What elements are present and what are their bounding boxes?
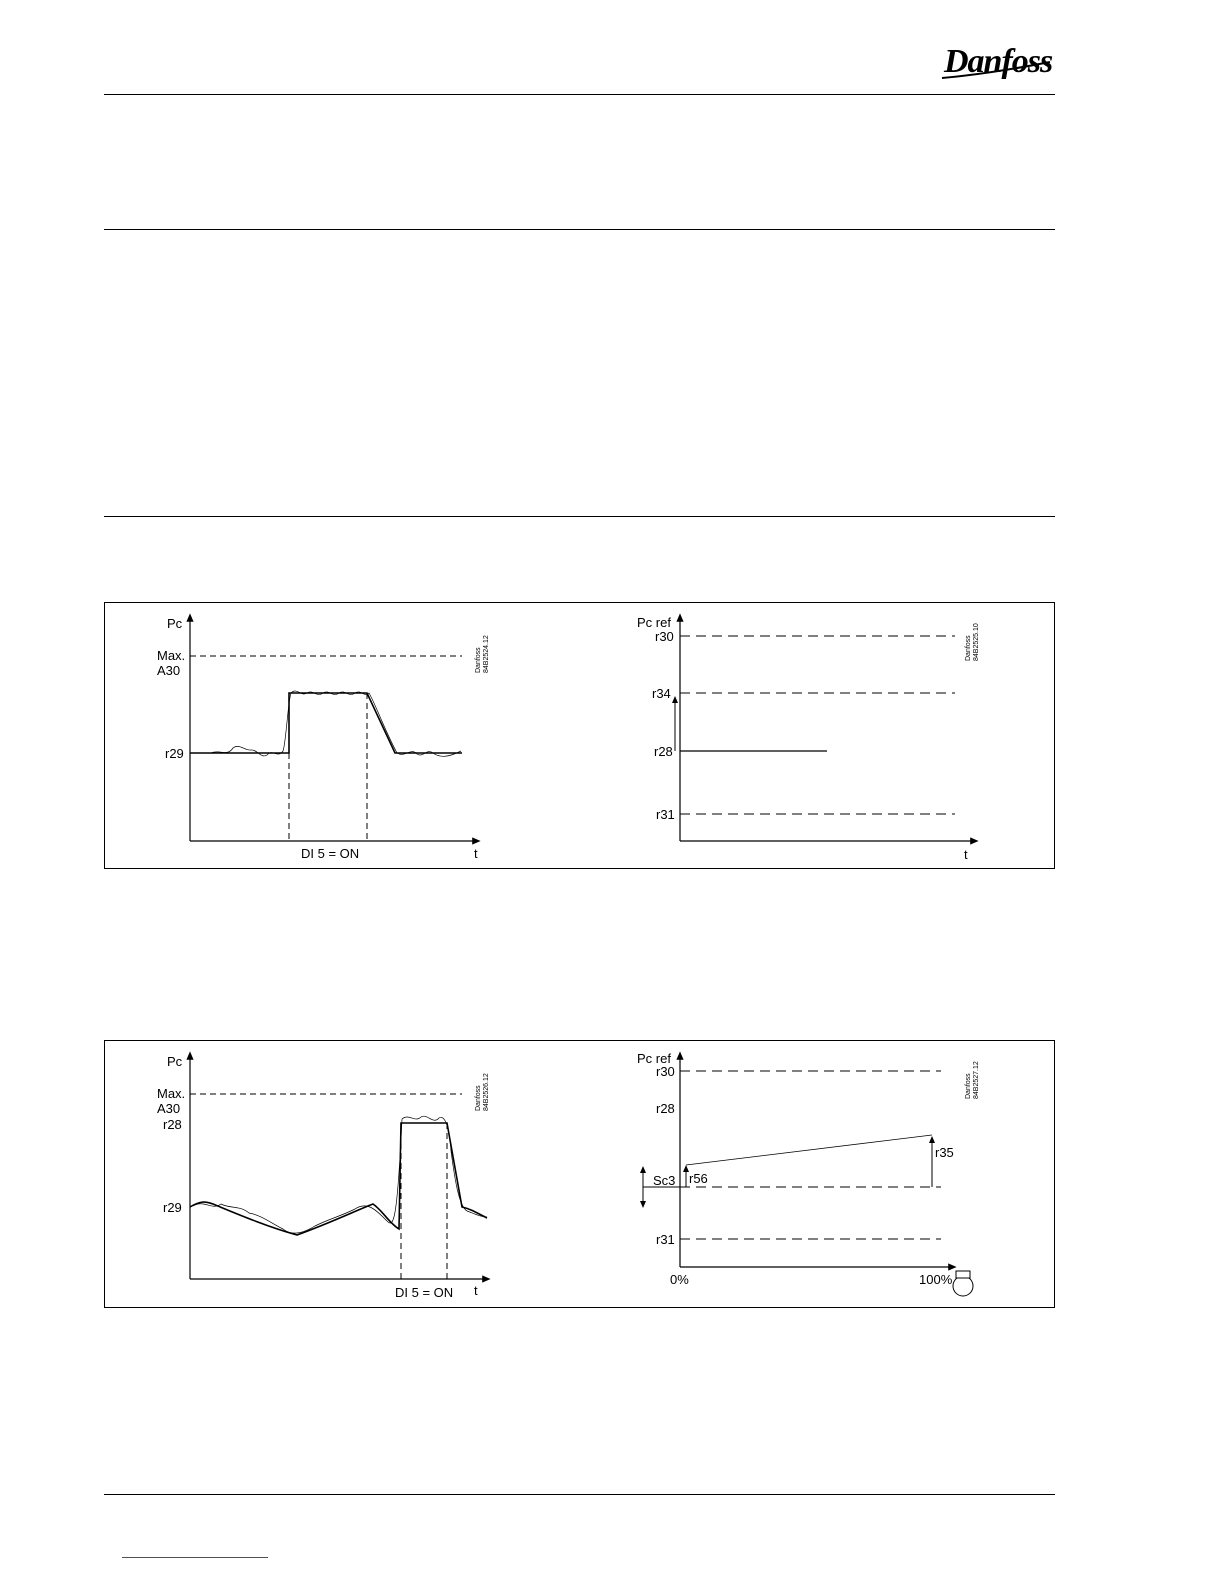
reference-curve (190, 1123, 487, 1235)
footer-rule (104, 1494, 1055, 1495)
drawing-code-1: Danfoss (965, 1073, 972, 1099)
figure-2-left-chart (157, 1054, 490, 1300)
r30-label: r30 (655, 629, 674, 644)
measured-pressure-curve (193, 1116, 487, 1233)
danfoss-logo (938, 36, 1058, 86)
max-label-2: A30 (157, 663, 181, 678)
r29-label: r29 (163, 1200, 182, 1215)
drawing-code-2: 84B2527.12 (973, 1061, 980, 1099)
compressor-icon (953, 1271, 973, 1296)
drawing-code-1: Danfoss (475, 647, 482, 673)
x-axis-label: t (474, 846, 478, 861)
drawing-code-1: Danfoss (475, 1085, 482, 1111)
r34-label: r34 (652, 686, 671, 701)
drawing-code-2: 84B2525.10 (973, 623, 980, 661)
header-rule (104, 94, 1055, 95)
max-label-1: Max. (157, 1086, 186, 1101)
figure-2-panel (104, 1040, 1055, 1308)
y-axis-label: Pc (167, 616, 183, 631)
x-end-label: 100% (919, 1272, 953, 1287)
r35-label: r35 (935, 1145, 954, 1160)
section-rule-1 (104, 229, 1055, 230)
drawing-code-1: Danfoss (965, 635, 972, 661)
event-label: DI 5 = ON (395, 1285, 454, 1300)
x-axis-label: t (964, 847, 968, 862)
max-label-2: A30 (157, 1101, 181, 1116)
r28-label: r28 (163, 1117, 182, 1132)
r29-label: r29 (165, 746, 184, 761)
figure-1-left-chart (157, 616, 490, 861)
reference-slope-line (686, 1135, 932, 1165)
event-label: DI 5 = ON (301, 846, 360, 861)
x-axis-label: t (474, 1283, 478, 1298)
figure-1-right-chart (637, 615, 980, 862)
section-rule-2 (104, 516, 1055, 517)
logo-wordmark: Danfoss (944, 43, 1053, 80)
y-axis-label: Pc (167, 1054, 183, 1069)
r31-label: r31 (656, 1232, 675, 1247)
figure-1-panel (104, 602, 1055, 869)
r31-label: r31 (656, 807, 675, 822)
drawing-code-2: 84B2524.12 (483, 635, 490, 673)
sc3-label: Sc3 (653, 1173, 676, 1188)
r28-label: r28 (654, 744, 673, 759)
r28-label: r28 (656, 1101, 675, 1116)
y-axis-label: Pc ref (637, 1051, 671, 1066)
footer-link-underline[interactable] (122, 1557, 268, 1558)
r30-label: r30 (656, 1064, 675, 1079)
x-start-label: 0% (670, 1272, 689, 1287)
figure-2-right-chart (637, 1051, 980, 1296)
r56-label: r56 (689, 1171, 708, 1186)
y-axis-label: Pc ref (637, 615, 671, 630)
max-label-1: Max. (157, 648, 186, 663)
measured-pressure-curve (211, 691, 461, 756)
reference-step-line (190, 693, 462, 753)
drawing-code-2: 84B2526.12 (483, 1073, 490, 1111)
